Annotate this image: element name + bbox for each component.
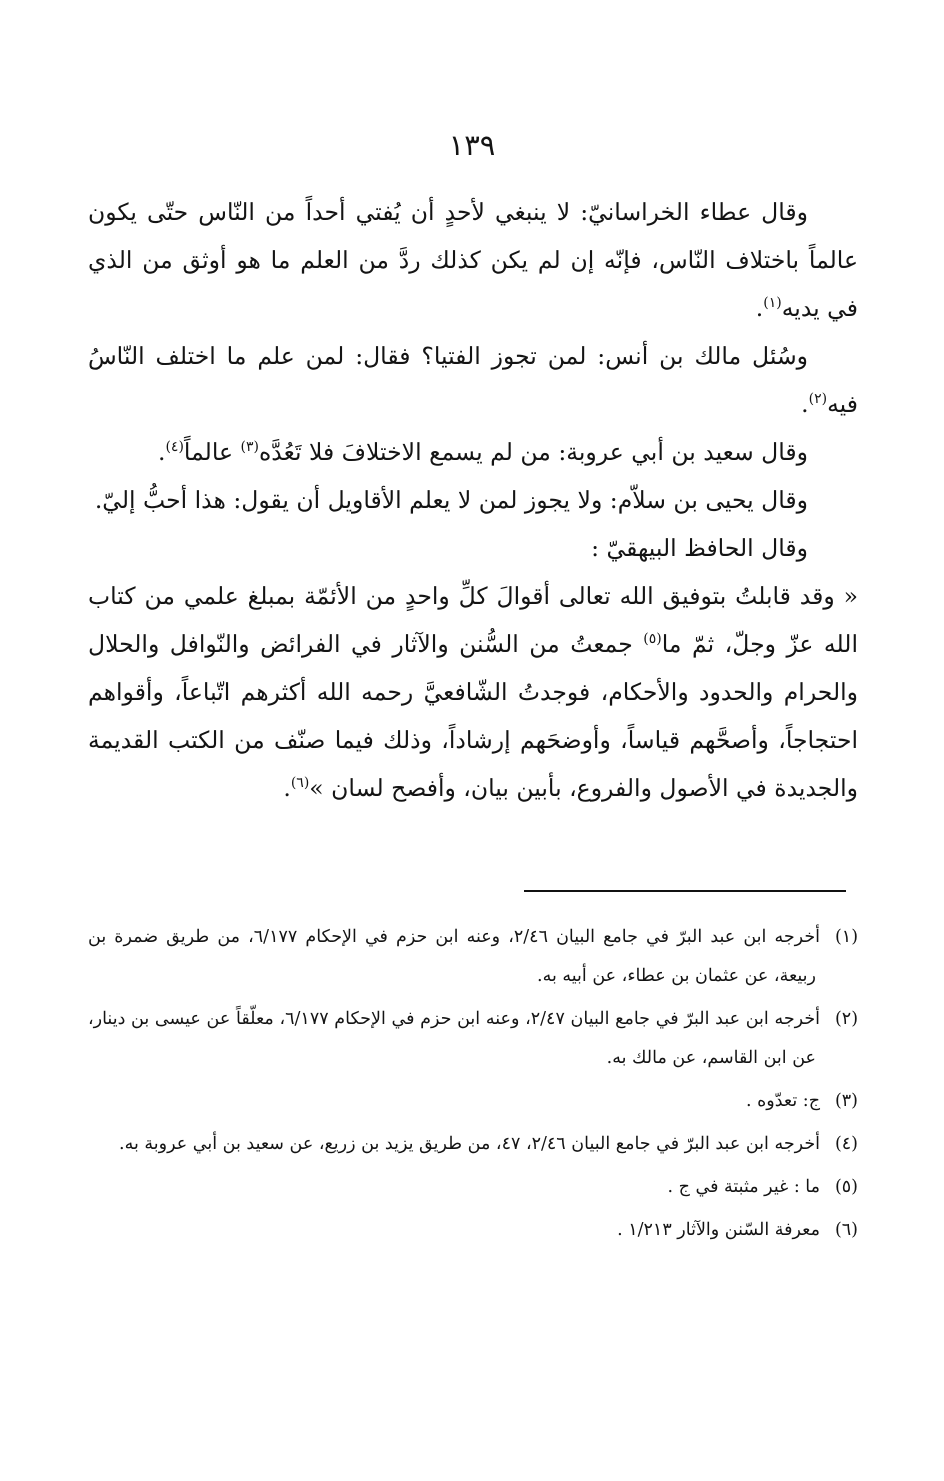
paragraph-text: وقال يحيى بن سلاّم: ولا يجوز لمن لا يعلم الأقاويل أن يقول: هذا أحبُّ إليّ.	[94, 486, 808, 514]
footnote-4	[88, 1125, 858, 1164]
paragraph-end: .	[157, 438, 166, 466]
footnote-text: ج: تعدّوه .	[746, 1091, 820, 1111]
paragraph-ata	[88, 188, 858, 332]
footnote-6	[88, 1211, 858, 1250]
footnote-number: (٦)	[834, 1220, 858, 1240]
paragraph-yahya	[88, 476, 858, 524]
footnote-mark: (٦)	[290, 775, 310, 792]
footnote-text: أخرجه ابن عبد البرّ في جامع البيان ٢/٤٧، وعنه ابن حزم في الإحكام ٦/١٧٧، معلّقاً عن عيسى بن دينار، عن ابن القاسم، عن مالك به.	[88, 1009, 821, 1068]
paragraph-malik	[88, 332, 858, 428]
footnote-number: (٢)	[834, 1009, 859, 1029]
footnote-mark: (١)	[763, 295, 782, 312]
paragraph-end: .	[755, 294, 764, 322]
paragraph-continuation: جمعتُ من السُّنن والآثار في الفرائض والنّوافل والحلال والحرام والحدود والأحكام، فوجدتُ الشّافعيَّ رحمه الله أكثرهم اتّباعاً، وأقواهم احتجاجاً، وأصحَّهم قياساً، وأوضحَهم إرشاداً، وذلك فيما صنّف من الكتب القديمة والجديدة في الأصول والفروع، بأبين بيان، وأفصح لسان »	[88, 630, 858, 802]
footnote-number: (٤)	[834, 1134, 858, 1154]
paragraph-bayhaqi-quote	[88, 572, 858, 812]
footnote-3	[88, 1082, 858, 1121]
footnote-text: معرفة السّنن والآثار ١/٢١٣ .	[617, 1220, 820, 1240]
footnote-text: أخرجه ابن عبد البرّ في جامع البيان ٢/٤٦، ٤٧، من طريق يزيد بن زريع، عن سعيد بن أبي عروبة به.	[119, 1134, 820, 1154]
footnote-text: أخرجه ابن عبد البرّ في جامع البيان ٢/٤٦، وعنه ابن حزم في الإحكام ٦/١٧٧، من طريق ضمرة بن ربيعة، عن عثمان بن عطاء، عن أبيه به.	[88, 927, 821, 986]
footnote-number: (٥)	[834, 1177, 858, 1197]
footnote-2	[88, 1000, 858, 1078]
footnote-number: (٣)	[834, 1091, 858, 1111]
paragraph-continuation: عالماً	[183, 438, 241, 466]
footnote-1	[88, 918, 858, 996]
paragraph-said	[88, 428, 858, 476]
footnote-mark: (٣)	[240, 439, 259, 456]
footnote-separator	[524, 890, 846, 892]
paragraph-text: وقال عطاء الخراسانيّ: لا ينبغي لأحدٍ أن يُفتي أحداً من النّاس حتّى يكون عالماً باختلاف النّاس، فإنّه إن لم يكن كذلك ردَّ من العلم ما هو أوثق من الذي في يديه	[88, 198, 858, 322]
footnote-mark: (٢)	[808, 391, 828, 408]
footnote-mark: (٤)	[165, 439, 184, 456]
paragraph-bayhaqi-intro	[88, 524, 858, 572]
footnote-text: ما : غير مثبتة في ج .	[667, 1177, 820, 1197]
footnotes	[88, 918, 858, 1254]
main-text	[88, 188, 858, 812]
paragraph-text: وسُئل مالك بن أنس: لمن تجوز الفتيا؟ فقال: لمن علم ما اختلف النّاسُ فيه	[88, 342, 858, 418]
paragraph-text: « وقد قابلتُ بتوفيق الله تعالى أقوالَ كلِّ واحدٍ من الأئمّة بمبلغ علمي من كتاب الله عزّ وجلّ، ثمّ ما	[88, 582, 858, 658]
paragraph-text: وقال الحافظ البيهقيّ :	[591, 534, 808, 562]
paragraph-end: .	[283, 774, 291, 802]
footnote-number: (١)	[834, 927, 859, 947]
footnote-5	[88, 1168, 858, 1207]
paragraph-end: .	[801, 390, 809, 418]
page-number: ١٣٩	[448, 128, 496, 162]
paragraph-text: وقال سعيد بن أبي عروبة: من لم يسمع الاختلافَ فلا تَعُدَّه	[258, 438, 808, 466]
footnote-mark: (٥)	[643, 631, 662, 648]
